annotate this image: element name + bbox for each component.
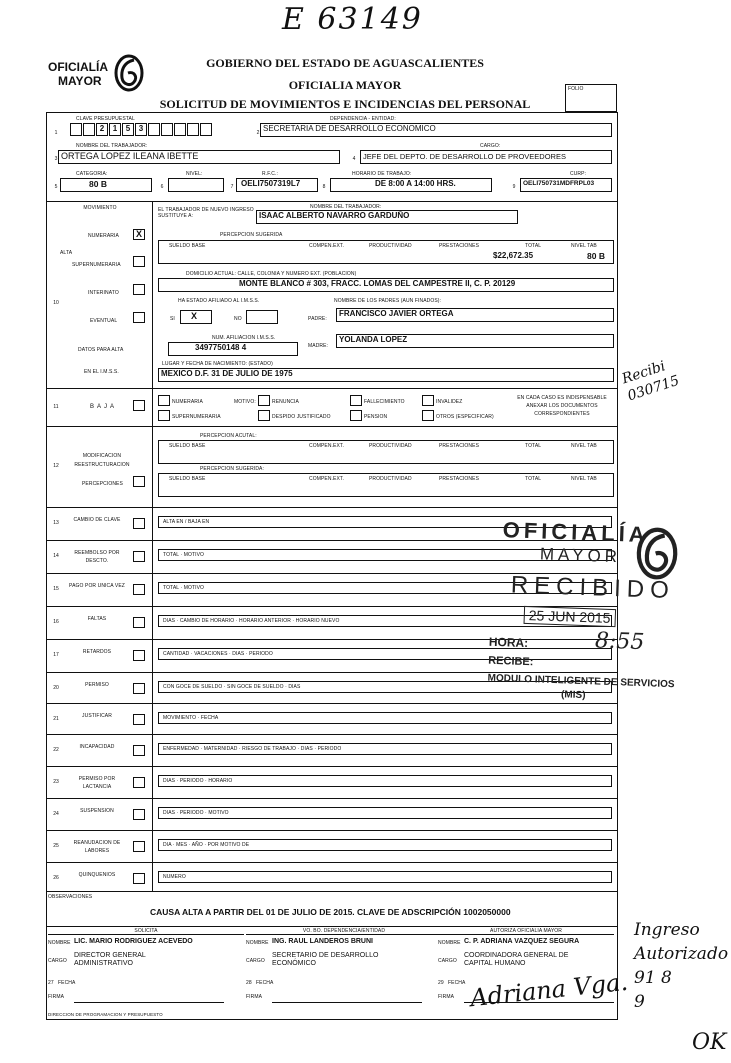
invalidez-checkbox[interactable] [422, 395, 434, 406]
prestaciones-label: PRESTACIONES [439, 243, 480, 249]
clave-digits[interactable] [70, 123, 212, 136]
row-detail[interactable]: MOVIMIENTO · FECHA [158, 712, 612, 724]
row-number: 20 [53, 685, 59, 691]
otros-checkbox[interactable] [422, 410, 434, 421]
categoria-field[interactable] [60, 178, 152, 192]
sustituye-field[interactable] [256, 210, 518, 224]
row-checkbox[interactable] [133, 809, 145, 820]
percepcion-sugerida-field[interactable] [158, 240, 614, 264]
sig-cargo-value: SECRETARIO DE DESARROLLO ECONÓMICO [272, 952, 379, 967]
row-detail[interactable]: ALTA EN / BAJA EN [158, 516, 612, 528]
stamp-line-1: OFICIALÍA [502, 517, 650, 548]
sig-firma-label: FIRMA [438, 994, 455, 1000]
invalidez-label: INVALIDEZ [436, 399, 463, 405]
field-num-8: 8 [322, 184, 326, 190]
clave-digit [83, 123, 95, 136]
rfc-label: R.F.C.: [262, 171, 278, 177]
clave-digit [70, 123, 82, 136]
row-detail[interactable]: ENFERMEDAD · MATERNIDAD · RIESGO DE TRABAJO · DIAS · PERIODO [158, 743, 612, 755]
row-number: 22 [53, 747, 59, 753]
row-number: 17 [53, 652, 59, 658]
compen-ext-label: COMPEN.EXT. [309, 243, 344, 249]
section-divider [46, 388, 617, 389]
afiliacion-value: 3497750148 4 [195, 343, 247, 352]
row-label: REANUDACION DE LABORES [73, 840, 121, 854]
sig-nombre-label: NOMBRE [438, 940, 461, 946]
stamp-date: 25 JUN 2015 [524, 606, 616, 627]
si-label: SI [170, 316, 175, 322]
field-num-3: 3 [54, 156, 58, 162]
sig-number: 28 [246, 980, 252, 986]
footer-text: DIRECCION DE PROGRAMACION Y PRESUPUESTO [48, 1012, 163, 1017]
percepcion-sugerida-mod-field[interactable] [158, 473, 614, 497]
row-detail[interactable]: NUMERO [158, 871, 612, 883]
field-num-7: 7 [230, 184, 234, 190]
interinato-label: INTERINATO [88, 290, 119, 296]
row-label: CAMBIO DE CLAVE [73, 517, 121, 523]
section-num-12: 12 [53, 463, 59, 469]
row-detail[interactable]: CANTIDAD · VACACIONES · DIAS · PERIODO [158, 648, 612, 660]
row-detail[interactable]: TOTAL · MOTIVO [158, 549, 612, 561]
row-detail[interactable]: DIAS · CAMBIO DE HORARIO · HORARIO ANTERIOR · HORARIO NUEVO [158, 615, 612, 627]
row-detail[interactable]: CON GOCE DE SUELDO · SIN GOCE DE SUELDO · DIAS [158, 681, 612, 693]
row-checkbox[interactable] [133, 745, 145, 756]
fallecimiento-checkbox[interactable] [350, 395, 362, 406]
sig-line[interactable] [74, 1002, 224, 1003]
movement-row [46, 830, 617, 863]
imss-question-label: HA ESTADO AFILIADO AL I.M.S.S. [178, 298, 260, 304]
row-detail[interactable]: DIAS · PERIODO · MOTIVO [158, 807, 612, 819]
nombre-value: ORTEGA LOPEZ ILEANA IBETTE [61, 151, 199, 161]
movement-row [46, 766, 617, 799]
handwritten-top-code: E 63149 [282, 2, 423, 37]
movement-row [46, 734, 617, 767]
field-num-5: 5 [54, 184, 58, 190]
field-num-6: 6 [160, 184, 164, 190]
sig-line[interactable] [272, 1002, 422, 1003]
dependencia-value: SECRETARIA DE DESARROLLO ECONOMICO [263, 124, 436, 133]
sig-fecha-label: FECHA [256, 980, 274, 986]
si-checkbox[interactable] [180, 310, 212, 324]
row-label: INCAPACIDAD [79, 744, 115, 750]
clave-digit: 2 [96, 123, 108, 136]
numeraria-label: NUMERARIA [88, 233, 119, 239]
row-checkbox[interactable] [133, 683, 145, 694]
sig-fecha-label: FECHA [448, 980, 466, 986]
clave-label: CLAVE PRESUPUESTAL [76, 116, 135, 122]
received-stamp [481, 513, 688, 710]
padre-value: FRANCISCO JAVIER ORTEGA [339, 309, 454, 318]
prestaciones-label: PRESTACIONES [439, 443, 480, 449]
categoria-value: 80 B [89, 179, 107, 189]
afiliacion-label: NUM. AFILIACION I.M.S.S. [212, 335, 276, 341]
clave-digit [161, 123, 173, 136]
percepcion-actual-field[interactable] [158, 440, 614, 464]
stamp-emblem-icon [635, 526, 679, 581]
row-checkbox[interactable] [133, 714, 145, 725]
row-detail[interactable]: DIA · MES · AÑO · POR MOTIVO DE [158, 839, 612, 851]
oficialia-logo [48, 54, 158, 94]
numeraria-mark: X [136, 229, 143, 239]
row-label: PERMISO POR LACTANCIA [78, 776, 116, 790]
curp-field[interactable] [520, 178, 612, 192]
row-detail[interactable]: TOTAL · MOTIVO [158, 582, 612, 594]
afiliacion-field[interactable] [168, 342, 298, 356]
sig-header: VO. BO. DEPENDENCIA/ENTIDAD [246, 928, 442, 935]
row-label: PAGO POR UNICA VEZ [69, 583, 125, 589]
nombre-field[interactable] [58, 150, 340, 164]
row-checkbox[interactable] [133, 617, 145, 628]
sig-cargo-label: CARGO [48, 958, 67, 964]
baja-checkbox[interactable] [133, 400, 145, 411]
madre-field[interactable] [336, 334, 614, 348]
stamp-footer-1: MODULO INTELIGENTE DE SERVICIOS [487, 672, 675, 691]
renuncia-label: RENUNCIA [272, 399, 299, 405]
renuncia-checkbox[interactable] [258, 395, 270, 406]
nivel-tab-value: 80 B [587, 251, 605, 261]
otros-label: OTROS (ESPECIFICAR) [436, 414, 494, 420]
horario-field[interactable] [330, 178, 492, 192]
baja-motivo-label: MOTIVO: [234, 399, 256, 405]
logo-text-2: MAYOR [58, 74, 102, 88]
sig-nombre-value: C. P. ADRIANA VAZQUEZ SEGURA [464, 938, 580, 945]
movement-row [46, 862, 617, 892]
sig-header: AUTORIZA OFICIALIA MAYOR [438, 928, 614, 935]
sig-firma-label: FIRMA [246, 994, 263, 1000]
prestaciones-label: PRESTACIONES [439, 476, 480, 482]
padres-label: NOMBRE DE LOS PADRES (AUN FINADOS): [334, 298, 442, 304]
section-divider [46, 891, 617, 892]
productividad-label: PRODUCTIVIDAD [369, 243, 412, 249]
stamp-hora-label: HORA: [488, 634, 529, 651]
row-checkbox[interactable] [133, 551, 145, 562]
clave-digit [174, 123, 186, 136]
rfc-field[interactable] [236, 178, 318, 192]
sig-nombre-label: NOMBRE [48, 940, 71, 946]
movement-row [46, 798, 617, 831]
compen-ext-label: COMPEN.EXT. [309, 443, 344, 449]
nacimiento-field[interactable] [158, 368, 614, 382]
clave-digit: 3 [135, 123, 147, 136]
no-label: NO [234, 316, 242, 322]
sig-number: 27 [48, 980, 54, 986]
imss-label: EN EL I.M.S.S. [84, 369, 119, 375]
row-label: REEMBOLSO POR DESCTO. [74, 550, 120, 564]
field-num-9: 9 [512, 184, 516, 190]
sig-firma-label: FIRMA [48, 994, 65, 1000]
section-divider [46, 926, 617, 927]
logo-text-1: OFICIALÍA [48, 60, 108, 74]
nombre-label: NOMBRE DEL TRABAJADOR: [76, 143, 148, 149]
handwritten-signature: Adriana Vga. [468, 967, 630, 1013]
row-checkbox[interactable] [133, 777, 145, 788]
row-number: 16 [53, 619, 59, 625]
sig-cargo-label: CARGO [246, 958, 265, 964]
logo-emblem-icon [114, 54, 144, 92]
sustituye-nombre-label: NOMBRE DEL TRABAJADOR: [310, 204, 382, 210]
field-num-1: 1 [54, 130, 58, 136]
categoria-label: CATEGORIA: [76, 171, 108, 177]
sig-cargo-value: COORDINADORA GENERAL DE CAPITAL HUMANO [464, 952, 569, 967]
baja-numeraria-checkbox[interactable] [158, 395, 170, 406]
nacimiento-value: MEXICO D.F. 31 DE JULIO DE 1975 [161, 369, 293, 378]
interinato-checkbox[interactable] [133, 284, 145, 295]
cargo-label: CARGO: [480, 143, 501, 149]
stamp-line-3: RECIBIDO [510, 571, 676, 605]
row-checkbox[interactable] [133, 873, 145, 884]
madre-value: YOLANDA LOPEZ [339, 335, 408, 344]
stamp-hora-value: 8:55 [594, 628, 645, 656]
movimiento-label: MOVIMIENTO [83, 205, 117, 211]
compen-ext-label: COMPEN.EXT. [309, 476, 344, 482]
clave-digit [148, 123, 160, 136]
curp-value: OELI750731MDFRPL03 [523, 180, 595, 187]
form-title: SOLICITUD DE MOVIMIENTOS E INCIDENCIAS DEL PERSONAL [159, 97, 531, 111]
clave-digit: 5 [122, 123, 134, 136]
section-num-11: 11 [53, 404, 59, 410]
row-label: JUSTIFICAR [82, 713, 112, 719]
sig-number: 29 [438, 980, 444, 986]
section-divider [46, 201, 617, 202]
row-number: 23 [53, 779, 59, 785]
total-label: TOTAL [525, 443, 542, 449]
sig-nombre-value: LIC. MARIO RODRIGUEZ ACEVEDO [74, 938, 193, 945]
datos-alta-label: DATOS PARA ALTA [78, 347, 124, 353]
eventual-checkbox[interactable] [133, 312, 145, 323]
row-number: 25 [53, 843, 59, 849]
gov-heading: GOBIERNO DEL ESTADO DE AGUASCALIENTES [206, 56, 484, 70]
handwritten-side-note: Recibi 030715 [620, 358, 682, 405]
nivel-tab-label: NIVEL TAB [571, 476, 597, 482]
sueldo-base-label: SUELDO BASE [169, 243, 206, 249]
row-number: 21 [53, 716, 59, 722]
row-checkbox[interactable] [133, 518, 145, 529]
stamp-recibe-label: RECIBE: [487, 654, 534, 669]
nacimiento-label: LUGAR Y FECHA DE NACIMIENTO: (ESTADO) [162, 361, 273, 367]
movement-row [46, 703, 617, 735]
cargo-field[interactable] [360, 150, 612, 164]
dependencia-label: DEPENDENCIA - ENTIDAD: [330, 116, 396, 122]
field-num-2: 2 [256, 130, 260, 136]
sig-nombre-value: ING. RAUL LANDEROS BRUNI [272, 938, 373, 945]
nivel-field[interactable] [168, 178, 224, 192]
fallecimiento-label: FALLECIMIENTO [364, 399, 405, 405]
nivel-tab-label: NIVEL TAB [571, 243, 597, 249]
domicilio-field[interactable] [158, 278, 614, 292]
stamp-footer-2: (MIS) [560, 689, 586, 702]
section-num-10: 10 [53, 300, 59, 306]
row-number: 24 [53, 811, 59, 817]
supernumeraria-checkbox[interactable] [133, 256, 145, 267]
trabajador-nuevo-label: EL TRABAJADOR DE NUEVO INGRESO SUSTITUYE A: [158, 207, 254, 219]
baja-supernumeraria-checkbox[interactable] [158, 410, 170, 421]
alta-label: ALTA [60, 250, 73, 256]
row-label: FALTAS [87, 616, 107, 622]
signature-block [246, 928, 442, 1012]
domicilio-value: MONTE BLANCO # 303, FRACC. LOMAS DEL CAMPESTRE II, C. P. 20129 [239, 279, 516, 288]
pension-label: PENSION [364, 414, 388, 420]
row-label: PERMISO [85, 682, 109, 688]
curp-label: CURP: [570, 171, 587, 177]
handwritten-ok: OK [692, 1030, 727, 1055]
row-label: SUSPENSION [80, 808, 114, 814]
sueldo-base-label: SUELDO BASE [169, 476, 206, 482]
padre-field[interactable] [336, 308, 614, 322]
percepciones-label: PERCEPCIONES [82, 481, 123, 487]
observaciones-label: OBSERVACIONES [48, 894, 93, 900]
observaciones-value: CAUSA ALTA A PARTIR DEL 01 DE JULIO DE 2015. CLAVE DE ADSCRIPCIÓN 1002050000 [150, 907, 511, 917]
percepcion-sugerida-label: PERCEPCION SUGERIDA [220, 232, 283, 238]
baja-nota: EN CADA CASO ES INDISPENSABLE ANEXAR LOS DOCUMENTOS CORRESPONDIENTES [517, 395, 607, 417]
rfc-value: OELI7507319L7 [241, 179, 301, 188]
horario-label: HORARIO DE TRABAJO: [352, 171, 412, 177]
productividad-label: PRODUCTIVIDAD [369, 443, 412, 449]
sueldo-base-label: SUELDO BASE [169, 443, 206, 449]
pension-checkbox[interactable] [350, 410, 362, 421]
productividad-label: PRODUCTIVIDAD [369, 476, 412, 482]
sustituye-value: ISAAC ALBERTO NAVARRO GARDUÑO [259, 211, 410, 220]
section-divider [46, 426, 617, 427]
sig-header: SOLICITA [48, 928, 244, 935]
dependencia-field[interactable] [260, 123, 612, 137]
field-num-4: 4 [352, 156, 356, 162]
nivel-label: NIVEL: [186, 171, 203, 177]
horario-value: DE 8:00 A 14:00 HRS. [375, 179, 456, 188]
row-number: 13 [53, 520, 59, 526]
clave-digit [200, 123, 212, 136]
total-value: $22,672.35 [493, 251, 534, 260]
clave-digit [187, 123, 199, 136]
total-label: TOTAL [525, 476, 542, 482]
modificacion-label: MODIFICACION REESTRUCTURACION [74, 453, 130, 468]
row-checkbox[interactable] [133, 841, 145, 852]
row-detail[interactable]: DIAS · PERIODO · HORARIO [158, 775, 612, 787]
total-label: TOTAL [525, 243, 542, 249]
row-number: 15 [53, 586, 59, 592]
sig-nombre-label: NOMBRE [246, 940, 269, 946]
percepcion-sugerida-mod-label: PERCEPCION SUGERIDA: [200, 466, 264, 472]
nivel-tab-label: NIVEL TAB [571, 443, 597, 449]
percepciones-checkbox[interactable] [133, 476, 145, 487]
row-number: 26 [53, 875, 59, 881]
row-checkbox[interactable] [133, 650, 145, 661]
signature-block [48, 928, 244, 1012]
handwritten-corner-note: Ingreso Autorizado 91 8 9 [634, 920, 729, 1012]
office-heading: OFICIALIA MAYOR [288, 78, 402, 92]
folio-label: FOLIO [568, 86, 584, 92]
baja-supernumeraria-label: SUPERNUMERARIA [172, 414, 221, 420]
percepcion-actual-label: PERCEPCION ACUTAL: [200, 433, 257, 439]
eventual-label: EVENTUAL [90, 318, 118, 324]
baja-numeraria-label: NUMERARIA [172, 399, 203, 405]
sig-fecha-label: FECHA [58, 980, 76, 986]
row-checkbox[interactable] [133, 584, 145, 595]
cargo-value: JEFE DEL DEPTO. DE DESARROLLO DE PROVEEDORES [363, 152, 566, 161]
row-label: QUINQUENIOS [78, 872, 116, 878]
no-checkbox[interactable] [246, 310, 278, 324]
row-label: RETARDOS [82, 649, 112, 655]
numeraria-checkbox[interactable] [133, 229, 145, 240]
folio-box[interactable] [565, 84, 617, 112]
sig-cargo-value: DIRECTOR GENERAL ADMINISTRATIVO [74, 952, 146, 967]
domicilio-label: DOMICILIO ACTUAL: CALLE, COLONIA Y NUMERO EXT. (POBLACION) [186, 271, 357, 277]
si-mark: X [191, 311, 198, 321]
row-number: 14 [53, 553, 59, 559]
clave-digit: 1 [109, 123, 121, 136]
baja-label: BAJA [90, 404, 118, 410]
padre-label: PADRE: [308, 316, 327, 322]
sig-cargo-label: CARGO [438, 958, 457, 964]
madre-label: MADRE: [308, 343, 329, 349]
supernumeraria-label: SUPERNUMERARIA [72, 262, 121, 268]
stamp-line-2: MAYOR [539, 544, 622, 567]
despido-checkbox[interactable] [258, 410, 270, 421]
despido-label: DESPIDO JUSTIFICADO [272, 414, 331, 420]
